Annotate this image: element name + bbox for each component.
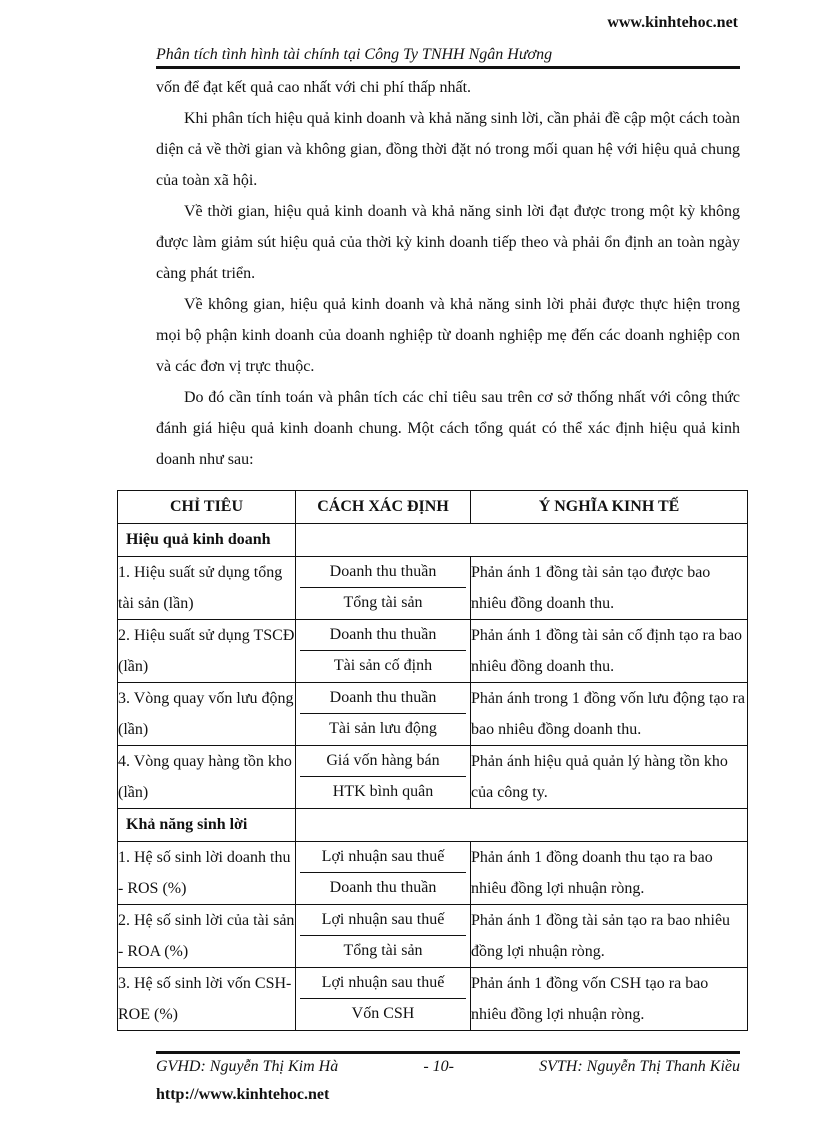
section-title: Hiệu quả kinh doanh bbox=[118, 524, 296, 557]
document-footer bbox=[156, 1051, 740, 1076]
site-url-top: www.kinhtehoc.net bbox=[607, 14, 738, 31]
table-row bbox=[118, 842, 748, 905]
indicator-name: 4. Vòng quay hàng tồn kho (lần) bbox=[118, 746, 296, 809]
formula bbox=[296, 842, 471, 905]
formula-denominator: Vốn CSH bbox=[351, 1005, 415, 1022]
header-meaning: Ý NGHĨA KINH TẾ bbox=[471, 491, 748, 524]
formula bbox=[296, 683, 471, 746]
paragraph: Do đó cần tính toán và phân tích các chỉ tiêu sau trên cơ sở thống nhất với công thức đánh giá hiệu quả kinh doanh chung. Một cách tổng quát có thể xác định hiệu quả kinh doanh như sau: bbox=[156, 389, 740, 468]
formula bbox=[296, 746, 471, 809]
formula-numerator: Lợi nhuận sau thuế bbox=[300, 968, 466, 999]
indicator-meaning: Phản ánh 1 đồng doanh thu tạo ra bao nhiêu đồng lợi nhuận ròng. bbox=[471, 842, 748, 905]
formula-numerator: Lợi nhuận sau thuế bbox=[300, 842, 466, 873]
formula-denominator: Tài sản cố định bbox=[333, 657, 433, 674]
indicator-name: 3. Vòng quay vốn lưu động (lần) bbox=[118, 683, 296, 746]
header-indicator: CHỈ TIÊU bbox=[118, 491, 296, 524]
section-row bbox=[118, 809, 748, 842]
footer-student: SVTH: Nguyễn Thị Thanh Kiều bbox=[539, 1058, 740, 1075]
formula-denominator: Tổng tài sản bbox=[343, 942, 423, 959]
table-row bbox=[118, 557, 748, 620]
formula-numerator: Doanh thu thuần bbox=[300, 620, 466, 651]
table-row bbox=[118, 968, 748, 1031]
indicator-meaning: Phản ánh 1 đồng tài sản cố định tạo ra bao nhiêu đồng doanh thu. bbox=[471, 620, 748, 683]
paragraph: Về thời gian, hiệu quả kinh doanh và khả năng sinh lời đạt được trong một kỳ không được làm giảm sút hiệu quả của thời kỳ kinh doanh tiếp theo và phải ổn định an toàn ngày càng phát triển. bbox=[156, 203, 740, 282]
indicator-meaning: Phản ánh trong 1 đồng vốn lưu động tạo ra bao nhiêu đồng doanh thu. bbox=[471, 683, 748, 746]
formula-denominator: Tài sản lưu động bbox=[329, 720, 437, 737]
table-row bbox=[118, 620, 748, 683]
formula-denominator: HTK bình quân bbox=[332, 783, 434, 800]
table-row bbox=[118, 683, 748, 746]
document-header: Phân tích tình hình tài chính tại Công Ty TNHH Ngân Hương bbox=[156, 46, 740, 69]
formula bbox=[296, 905, 471, 968]
table-header-row bbox=[118, 491, 748, 524]
formula bbox=[296, 968, 471, 1031]
indicator-name: 2. Hiệu suất sử dụng TSCĐ (lần) bbox=[118, 620, 296, 683]
formula-denominator: Doanh thu thuần bbox=[329, 879, 437, 896]
formula-numerator: Lợi nhuận sau thuế bbox=[300, 905, 466, 936]
header-method: CÁCH XÁC ĐỊNH bbox=[296, 491, 471, 524]
formula-numerator: Doanh thu thuần bbox=[300, 557, 466, 588]
indicator-name: 2. Hệ số sinh lời của tài sản - ROA (%) bbox=[118, 905, 296, 968]
indicator-meaning: Phản ánh 1 đồng tài sản tạo ra bao nhiêu đồng lợi nhuận ròng. bbox=[471, 905, 748, 968]
paragraph: Khi phân tích hiệu quả kinh doanh và khả năng sinh lời, cần phải đề cập một cách toàn diện cả về thời gian và không gian, đồng thời đặt nó trong mối quan hệ với hiệu quả chung của toàn xã hội. bbox=[156, 110, 740, 189]
section-title: Khả năng sinh lời bbox=[118, 809, 296, 842]
formula-denominator: Tổng tài sản bbox=[343, 594, 423, 611]
site-url-bottom[interactable]: http://www.kinhtehoc.net bbox=[156, 1086, 330, 1103]
page-number: - 10- bbox=[423, 1058, 454, 1075]
footer-advisor: GVHD: Nguyễn Thị Kim Hà bbox=[156, 1058, 339, 1075]
formula bbox=[296, 620, 471, 683]
indicator-name: 1. Hệ số sinh lời doanh thu - ROS (%) bbox=[118, 842, 296, 905]
indicator-meaning: Phản ánh 1 đồng vốn CSH tạo ra bao nhiêu đồng lợi nhuận ròng. bbox=[471, 968, 748, 1031]
formula-numerator: Giá vốn hàng bán bbox=[300, 746, 466, 777]
indicator-name: 1. Hiệu suất sử dụng tổng tài sản (lần) bbox=[118, 557, 296, 620]
table-row bbox=[118, 746, 748, 809]
paragraph: Về không gian, hiệu quả kinh doanh và khả năng sinh lời phải được thực hiện trong mọi bộ phận kinh doanh của doanh nghiệp từ doanh nghiệp mẹ đến các doanh nghiệp con và các đơn vị trực thuộc. bbox=[156, 296, 740, 375]
formula bbox=[296, 557, 471, 620]
paragraph: vốn để đạt kết quả cao nhất với chi phí thấp nhất. bbox=[156, 79, 472, 96]
indicator-name: 3. Hệ số sinh lời vốn CSH- ROE (%) bbox=[118, 968, 296, 1031]
section-row bbox=[118, 524, 748, 557]
indicator-table bbox=[117, 490, 748, 1031]
formula-numerator: Doanh thu thuần bbox=[300, 683, 466, 714]
indicator-meaning: Phản ánh hiệu quả quản lý hàng tồn kho của công ty. bbox=[471, 746, 748, 809]
indicator-meaning: Phản ánh 1 đồng tài sản tạo được bao nhiêu đồng doanh thu. bbox=[471, 557, 748, 620]
body-text bbox=[156, 72, 740, 475]
table-row bbox=[118, 905, 748, 968]
